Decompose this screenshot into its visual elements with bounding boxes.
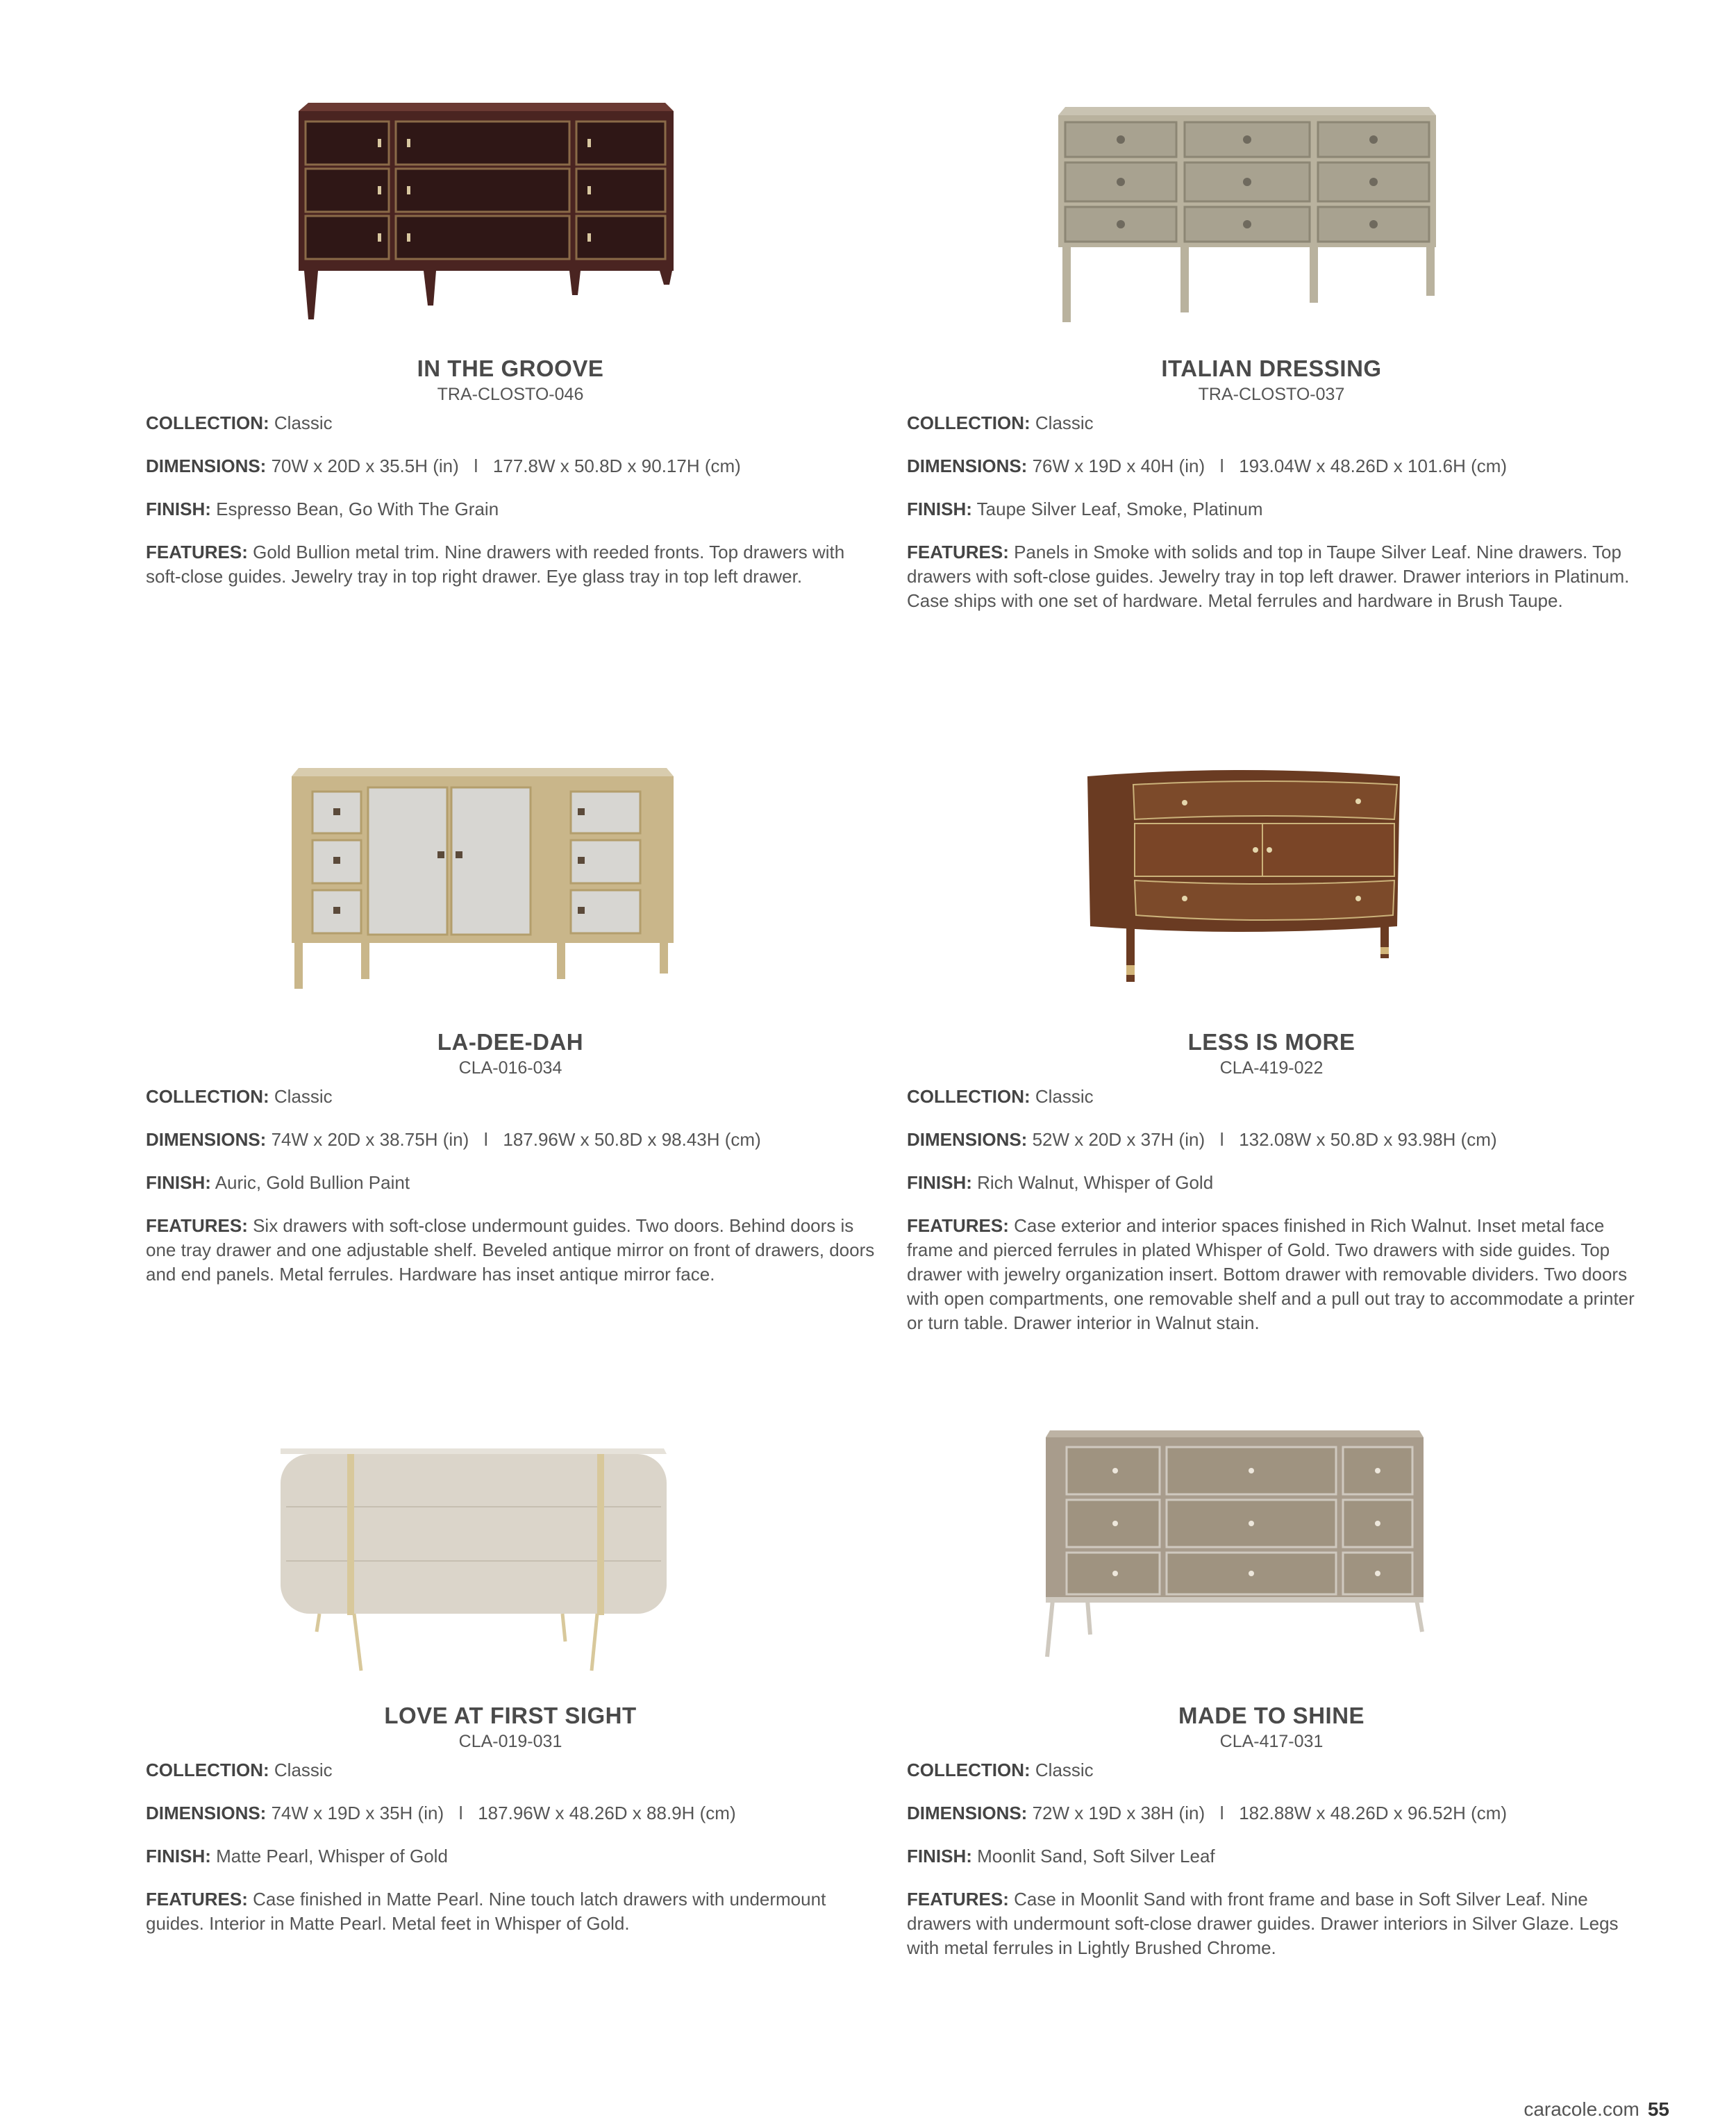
finish-line bbox=[146, 497, 875, 521]
product-sku: CLA-019-031 bbox=[458, 1732, 562, 1751]
features-value: Panels in Smoke with solids and top in Taupe Silver Leaf. Nine drawers. Top drawers with soft-close guides. Jewelry tray in top left drawer. Drawer interiors in Platinum. Case ships with one set of hardware. Metal ferrules and hardware in Brush Taupe. bbox=[907, 542, 1630, 611]
finish-value: Espresso Bean, Go With The Grain bbox=[216, 499, 499, 519]
features-line bbox=[146, 540, 875, 589]
finish-line bbox=[146, 1171, 875, 1195]
finish-line bbox=[907, 1171, 1636, 1195]
features-value: Case in Moonlit Sand with front frame and base in Soft Silver Leaf. Nine drawers with undermount soft-close drawer guides. Drawer interiors in Silver Glaze. Legs with metal ferrules in Lightly Brushed Chrome. bbox=[907, 1889, 1619, 1958]
collection-label: COLLECTION: bbox=[146, 412, 269, 433]
dimensions-value: 70W x 20D x 35.5H (in) l 177.8W x 50.8D x 90.17H (cm) bbox=[271, 456, 741, 476]
product-title: MADE TO SHINE bbox=[1178, 1703, 1365, 1728]
dimensions-label: DIMENSIONS: bbox=[146, 1803, 267, 1823]
collection-value: Classic bbox=[274, 1760, 333, 1780]
collection-line bbox=[907, 1758, 1636, 1782]
collection-value: Classic bbox=[274, 1086, 333, 1107]
features-label: FEATURES: bbox=[146, 1215, 248, 1236]
collection-line bbox=[907, 411, 1636, 435]
collection-line bbox=[146, 411, 875, 435]
dimensions-label: DIMENSIONS: bbox=[146, 1129, 267, 1150]
dimensions-value: 52W x 20D x 37H (in) l 132.08W x 50.8D x 93.98H (cm) bbox=[1032, 1129, 1497, 1150]
dimensions-line bbox=[907, 454, 1636, 478]
dimensions-value: 72W x 19D x 38H (in) l 182.88W x 48.26D x 96.52H (cm) bbox=[1032, 1803, 1508, 1823]
finish-value: Matte Pearl, Whisper of Gold bbox=[216, 1846, 448, 1866]
dimensions-line bbox=[907, 1128, 1636, 1152]
product-title: LESS IS MORE bbox=[1187, 1029, 1355, 1055]
features-label: FEATURES: bbox=[146, 542, 248, 562]
dresser-walnut-image bbox=[1080, 760, 1497, 996]
collection-label: COLLECTION: bbox=[146, 1760, 269, 1780]
dimensions-label: DIMENSIONS: bbox=[146, 456, 267, 476]
product-title: LOVE AT FIRST SIGHT bbox=[384, 1703, 637, 1728]
product-title: LA-DEE-DAH bbox=[437, 1029, 584, 1055]
finish-line bbox=[146, 1844, 875, 1869]
features-line bbox=[907, 1214, 1636, 1335]
dimensions-label: DIMENSIONS: bbox=[907, 1129, 1028, 1150]
finish-label: FINISH: bbox=[146, 499, 211, 519]
collection-value: Classic bbox=[274, 412, 333, 433]
product-image bbox=[907, 97, 1636, 333]
finish-value: Moonlit Sand, Soft Silver Leaf bbox=[977, 1846, 1215, 1866]
features-line bbox=[907, 1887, 1636, 1960]
collection-value: Classic bbox=[1035, 1086, 1094, 1107]
product-image bbox=[907, 771, 1636, 1007]
features-label: FEATURES: bbox=[907, 542, 1009, 562]
dresser-espresso-image bbox=[285, 97, 701, 333]
product-image bbox=[146, 771, 875, 1007]
features-line bbox=[907, 540, 1636, 613]
features-label: FEATURES: bbox=[907, 1215, 1009, 1236]
product-image bbox=[146, 97, 875, 333]
product-sku: CLA-417-031 bbox=[1219, 1732, 1324, 1751]
dimensions-label: DIMENSIONS: bbox=[907, 456, 1028, 476]
features-value: Case finished in Matte Pearl. Nine touch latch drawers with undermount guides. Interior in Matte Pearl. Metal feet in Whisper of Gold. bbox=[146, 1889, 826, 1934]
page-footer bbox=[1524, 2098, 1669, 2121]
finish-label: FINISH: bbox=[907, 499, 972, 519]
collection-label: COLLECTION: bbox=[907, 1760, 1030, 1780]
collection-line bbox=[146, 1085, 875, 1109]
features-label: FEATURES: bbox=[146, 1889, 248, 1910]
collection-value: Classic bbox=[1035, 1760, 1094, 1780]
collection-label: COLLECTION: bbox=[907, 412, 1030, 433]
sideboard-mirrored-image bbox=[285, 764, 701, 1000]
features-line bbox=[146, 1887, 875, 1936]
dimensions-line bbox=[146, 1128, 875, 1152]
product-sku: CLA-016-034 bbox=[458, 1058, 562, 1078]
collection-label: COLLECTION: bbox=[907, 1086, 1030, 1107]
dimensions-value: 76W x 19D x 40H (in) l 193.04W x 48.26D x 101.6H (cm) bbox=[1032, 456, 1508, 476]
finish-label: FINISH: bbox=[907, 1846, 972, 1866]
product-sku: TRA-CLOSTO-046 bbox=[437, 385, 584, 404]
finish-line bbox=[907, 497, 1636, 521]
dimensions-line bbox=[907, 1801, 1636, 1826]
product-sku: CLA-419-022 bbox=[1219, 1058, 1324, 1078]
collection-label: COLLECTION: bbox=[146, 1086, 269, 1107]
finish-value: Taupe Silver Leaf, Smoke, Platinum bbox=[976, 499, 1263, 519]
product-image bbox=[907, 1444, 1636, 1680]
dimensions-value: 74W x 19D x 35H (in) l 187.96W x 48.26D x 88.9H (cm) bbox=[271, 1803, 736, 1823]
finish-label: FINISH: bbox=[907, 1172, 972, 1193]
product-title: IN THE GROOVE bbox=[417, 356, 604, 381]
finish-label: FINISH: bbox=[146, 1172, 211, 1193]
features-line bbox=[146, 1214, 875, 1287]
features-label: FEATURES: bbox=[907, 1889, 1009, 1910]
features-value: Six drawers with soft-close undermount guides. Two doors. Behind doors is one tray drawer and one adjustable shelf. Beveled antique mirror on front of drawers, doors and end panels. Metal ferrules. Hardware has inset antique mirror face. bbox=[146, 1215, 875, 1285]
collection-value: Classic bbox=[1035, 412, 1094, 433]
finish-line bbox=[907, 1844, 1636, 1869]
footer-site[interactable]: caracole.com bbox=[1524, 2098, 1639, 2120]
finish-value: Auric, Gold Bullion Paint bbox=[215, 1172, 410, 1193]
finish-label: FINISH: bbox=[146, 1846, 211, 1866]
features-value: Case exterior and interior spaces finished in Rich Walnut. Inset metal face frame and pierced ferrules in plated Whisper of Gold. Two drawers with side guides. Top drawer with jewelry organization insert. Bottom drawer with removable dividers. Two doors with open compartments, one removable shelf and a pull out tray to accommodate a printer or turn table. Drawer interior in Walnut stain. bbox=[907, 1215, 1635, 1333]
dimensions-label: DIMENSIONS: bbox=[907, 1803, 1028, 1823]
finish-value: Rich Walnut, Whisper of Gold bbox=[977, 1172, 1214, 1193]
dresser-moonlit-sand-image bbox=[1039, 1426, 1455, 1662]
page-number: 55 bbox=[1647, 2098, 1669, 2120]
collection-line bbox=[146, 1758, 875, 1782]
dimensions-value: 74W x 20D x 38.75H (in) l 187.96W x 50.8D x 98.43H (cm) bbox=[271, 1129, 761, 1150]
dresser-silver-leaf-image bbox=[1046, 97, 1462, 333]
product-sku: TRA-CLOSTO-037 bbox=[1198, 385, 1345, 404]
dimensions-line bbox=[146, 1801, 875, 1826]
collection-line bbox=[907, 1085, 1636, 1109]
dimensions-line bbox=[146, 454, 875, 478]
product-image bbox=[146, 1444, 875, 1680]
dresser-pearl-image bbox=[271, 1443, 687, 1679]
features-value: Gold Bullion metal trim. Nine drawers with reeded fronts. Top drawers with soft-close guides. Jewelry tray in top right drawer. Eye glass tray in top left drawer. bbox=[146, 542, 845, 587]
product-title: ITALIAN DRESSING bbox=[1161, 356, 1382, 381]
